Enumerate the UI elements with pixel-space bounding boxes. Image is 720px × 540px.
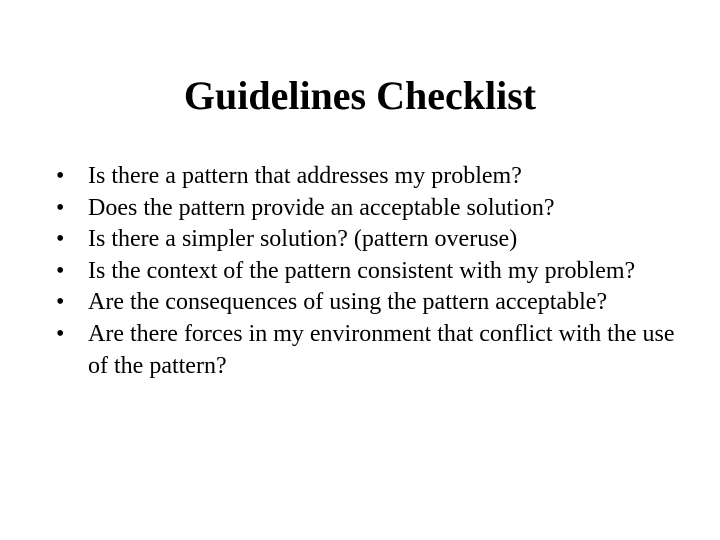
bullet-text: Are there forces in my environment that conflict with the use of the pattern?: [88, 320, 675, 379]
bullet-icon: •: [56, 226, 65, 253]
bullet-icon: •: [56, 289, 65, 316]
bullet-item: [56, 287, 676, 319]
bullet-text: Is the context of the pattern consistent with my problem?: [88, 257, 636, 284]
bullet-item: [56, 224, 676, 256]
bullet-list: [56, 161, 676, 382]
bullet-icon: •: [56, 194, 65, 221]
bullet-text: Are the consequences of using the pattern acceptable?: [88, 289, 608, 316]
bullet-item: [56, 193, 676, 225]
bullet-icon: •: [56, 257, 65, 284]
bullet-item: [56, 161, 676, 193]
slide-title: Guidelines Checklist: [183, 73, 537, 118]
bullet-item: [56, 256, 676, 288]
bullet-text: Does the pattern provide an acceptable solution?: [88, 194, 555, 221]
bullet-text: Is there a simpler solution? (pattern overuse): [88, 226, 518, 253]
bullet-text: Is there a pattern that addresses my problem?: [88, 163, 522, 189]
bullet-icon: •: [56, 320, 65, 347]
bullet-item: [56, 319, 676, 382]
bullet-icon: •: [56, 163, 65, 189]
